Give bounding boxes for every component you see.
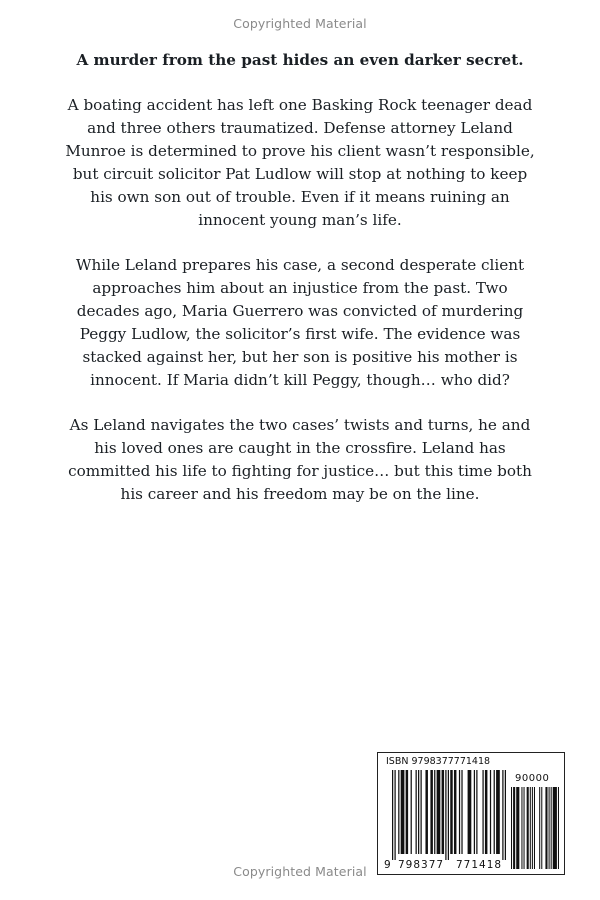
isbn-left-group: 798377: [398, 859, 445, 871]
blurb-paragraph-2: While Leland prepares his case, a second desperate client approaches him about an injustice from the past. Two decades ago, Maria Guerrero was convicted of murdering Peggy Ludlow, the solicitor’s first wife. The evidence was stacked against her, but her son is positive his mother is innocent. If Maria didn’t kill Peggy, though… who did?: [75, 256, 525, 389]
barcode-bar: [437, 770, 441, 854]
barcode-bar: [401, 770, 405, 854]
isbn-right-group: 771418: [456, 859, 503, 871]
barcode-bar: [448, 770, 449, 860]
barcode-bar: [511, 787, 512, 869]
barcode-bar: [490, 770, 491, 854]
price-code: 90000: [515, 773, 550, 784]
barcode-bar: [430, 770, 432, 854]
watermark-bottom: Copyrighted Material: [233, 864, 367, 879]
barcode-bar: [434, 770, 435, 854]
blurb-paragraph-1: A boating accident has left one Basking Rock teenager dead and three others traumatized. Defense attorney Leland Munroe is determined to prove his client wasn’t responsible, but circuit solicitor Pat Ludlow will stop at nothing to keep his own son out of trouble. Even if it means ruining an innocent young man’s life.: [65, 96, 535, 229]
barcode-bar: [494, 770, 495, 854]
barcode-bar: [530, 787, 531, 869]
isbn-label: ISBN 9798377771418: [386, 756, 491, 767]
barcode-main-bars: [392, 770, 506, 860]
barcode-bar: [425, 770, 427, 854]
barcode-bar: [527, 787, 529, 869]
barcode-bar: [421, 770, 422, 854]
barcode-bar: [545, 787, 547, 869]
barcode-bar: [532, 787, 533, 869]
barcode-bar: [474, 770, 475, 854]
barcode-bar: [521, 787, 522, 869]
isbn-barcode: [377, 752, 565, 875]
watermark-top: Copyrighted Material: [233, 16, 367, 31]
barcode-bar: [406, 770, 408, 854]
barcode-bar: [398, 770, 399, 854]
barcode-bar: [549, 787, 550, 869]
tagline: A murder from the past hides an even darker secret.: [76, 51, 524, 69]
barcode-bar: [461, 770, 462, 854]
blurb-paragraph-3: As Leland navigates the two cases’ twists and turns, he and his loved ones are caught in the crossfire. Leland has committed his life to fighting for justice… but this time both his career and his freedom may be on the line.: [68, 416, 532, 503]
barcode-bar: [505, 770, 506, 860]
barcode-bar: [392, 770, 393, 860]
barcode-bar: [524, 787, 525, 869]
back-cover-blurb: [64, 49, 536, 528]
barcode-bar: [516, 787, 519, 869]
barcode-bar: [482, 770, 483, 854]
barcode-bar: [418, 770, 419, 854]
barcode-addon-bars: [511, 787, 559, 869]
barcode-bar: [468, 770, 472, 854]
barcode-bar: [534, 787, 535, 869]
barcode-bar: [496, 770, 500, 854]
barcode-bar: [513, 787, 515, 869]
barcode-bar: [416, 770, 417, 854]
barcode-bar: [553, 787, 557, 869]
isbn-lead-digit: 9: [384, 859, 392, 871]
barcode-bar: [445, 770, 446, 860]
barcode-bar: [541, 787, 542, 869]
barcode-bar: [476, 770, 477, 854]
barcode-bar: [450, 770, 452, 854]
barcode-bar: [394, 770, 395, 860]
barcode-bar: [442, 770, 444, 854]
barcode-bar: [551, 787, 552, 869]
barcode-bar: [411, 770, 412, 854]
barcode-bar: [459, 770, 460, 854]
barcode-bar: [539, 787, 540, 869]
barcode-bar: [558, 787, 559, 869]
barcode-bar: [502, 770, 503, 860]
barcode-bar: [454, 770, 456, 854]
barcode-bar: [485, 770, 487, 854]
